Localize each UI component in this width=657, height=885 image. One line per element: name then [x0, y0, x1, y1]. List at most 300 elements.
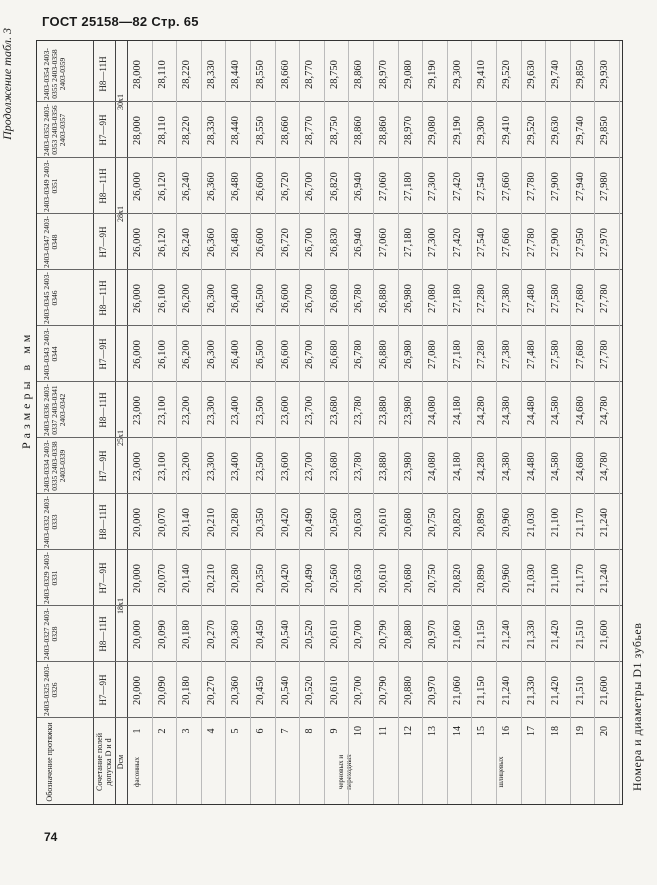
table-cell: 21,240 — [599, 564, 611, 593]
table-cell: 24,580 — [550, 452, 562, 481]
table-cell: 20,520 — [304, 676, 316, 705]
table-cell: 27,420 — [451, 228, 463, 257]
table-cell: 28,440 — [230, 60, 242, 89]
table-cell: 29,630 — [550, 116, 562, 145]
table-cell: 23,000 — [132, 396, 143, 425]
table-cell: 27,980 — [599, 172, 611, 201]
table-cell: 27,780 — [525, 172, 537, 201]
table-cell: 29,850 — [574, 60, 586, 89]
table-cell: 27,420 — [451, 172, 463, 201]
column-group: 28х1 — [116, 206, 125, 222]
table-row — [570, 41, 596, 804]
table-cell: 23,600 — [279, 452, 291, 481]
table-cell: 20,000 — [132, 564, 143, 593]
table-cell: 21,060 — [451, 676, 463, 705]
table-cell: 28,110 — [156, 60, 168, 89]
table-cell: 20,270 — [205, 676, 217, 705]
table-cell: 28,550 — [255, 60, 266, 89]
table-row — [496, 41, 522, 804]
tooth-number: 7 — [279, 728, 291, 734]
table-cell: 21,170 — [574, 508, 586, 537]
table-cell: 20,280 — [230, 564, 242, 593]
table-cell: 26,360 — [205, 172, 217, 201]
table-cell: 26,680 — [328, 284, 340, 313]
table-cell: 27,660 — [501, 172, 512, 201]
table-cell: 20,140 — [181, 508, 193, 537]
table-cell: 29,080 — [402, 60, 414, 89]
page-number: 74 — [44, 830, 58, 844]
table-cell: 28,220 — [181, 60, 193, 89]
table-row — [398, 41, 424, 804]
table-cell: 20,180 — [181, 676, 193, 705]
column-fit: Н7—9Н — [98, 674, 108, 706]
table-cell: 27,280 — [476, 340, 488, 369]
tooth-number: 6 — [255, 728, 266, 734]
table-cell: 26,400 — [230, 284, 242, 313]
finishing-label: фасонных — [133, 757, 141, 787]
tooth-number: 3 — [181, 728, 193, 734]
table-cell: 20,070 — [156, 564, 168, 593]
table-cell: 23,400 — [230, 396, 242, 425]
tooth-number: 10 — [353, 726, 365, 736]
table-cell: 27,540 — [476, 172, 488, 201]
table-cell: 20,490 — [304, 564, 316, 593]
table-cell: 24,780 — [599, 396, 611, 425]
table-cell: 26,360 — [205, 228, 217, 257]
column-codes: 2403-0345 2403-0346 — [42, 272, 59, 324]
table-cell: 26,880 — [378, 284, 389, 313]
table-cell: 27,900 — [550, 172, 562, 201]
table-cell: 29,520 — [501, 60, 512, 89]
table-row — [127, 41, 153, 804]
table-cell: 26,600 — [279, 340, 291, 369]
table-cell: 23,700 — [304, 396, 316, 425]
column-codes: 2403-0347 2403-0348 — [42, 216, 59, 268]
table-cell: 23,980 — [402, 396, 414, 425]
column-group: 18х1 — [116, 598, 125, 614]
table-cell: 23,400 — [230, 452, 242, 481]
table-cell: 26,500 — [255, 340, 266, 369]
table-cell: 20,350 — [255, 564, 266, 593]
fields-label: Сочетание полей допуска D и d — [95, 733, 113, 791]
table-cell: 21,240 — [599, 508, 611, 537]
table-cell: 21,600 — [599, 676, 611, 705]
tooth-number: 12 — [402, 726, 414, 736]
table-cell: 23,980 — [402, 452, 414, 481]
table-cell: 24,180 — [451, 452, 463, 481]
table-cell: 20,070 — [156, 508, 168, 537]
table-cell: 20,280 — [230, 508, 242, 537]
table-row — [324, 41, 350, 804]
table-row — [447, 41, 473, 804]
table-cell: 20,960 — [501, 508, 512, 537]
table-cell: 27,300 — [427, 172, 439, 201]
table-cell: 20,350 — [255, 508, 266, 537]
table-cell: 20,360 — [230, 676, 242, 705]
table-cell: 23,680 — [328, 452, 340, 481]
table-cell: 26,500 — [255, 284, 266, 313]
table-cell: 23,300 — [205, 452, 217, 481]
tooth-number: 13 — [427, 726, 439, 736]
table-cell: 29,300 — [451, 60, 463, 89]
table-cell: 27,970 — [599, 228, 611, 257]
table-cell: 24,380 — [501, 452, 512, 481]
sizing-label: шлицевых — [497, 756, 505, 788]
table-cell: 21,030 — [525, 508, 537, 537]
table-cell: 28,550 — [255, 116, 266, 145]
tooth-number: 8 — [304, 728, 316, 734]
table-cell: 28,970 — [402, 116, 414, 145]
table-cell: 20,970 — [427, 620, 439, 649]
table-cell: 26,000 — [132, 340, 143, 369]
table-cell: 29,190 — [451, 116, 463, 145]
table-cell: 21,510 — [574, 620, 586, 649]
table-cell: 26,700 — [304, 172, 316, 201]
table-cell: 26,720 — [279, 172, 291, 201]
table-cell: 20,210 — [205, 564, 217, 593]
column-fit: Н7—9Н — [98, 562, 108, 594]
table-row — [373, 41, 399, 804]
table-cell: 26,600 — [255, 228, 266, 257]
tooth-number: 9 — [328, 728, 340, 734]
table-row — [152, 41, 178, 804]
table-cell: 26,100 — [156, 284, 168, 313]
roughing-label: черновых и переходных — [337, 754, 353, 790]
column-group: 30х1 — [116, 94, 125, 110]
table-cell: 20,680 — [402, 564, 414, 593]
table-row — [299, 41, 325, 804]
tooth-number: 19 — [574, 726, 586, 736]
table-cell: 27,280 — [476, 284, 488, 313]
table-cell: 21,060 — [451, 620, 463, 649]
table-cell: 26,880 — [378, 340, 389, 369]
tooth-number: 16 — [501, 726, 512, 736]
table-cell: 26,940 — [353, 228, 365, 257]
table-cell: 29,410 — [476, 60, 488, 89]
table-cell: 20,890 — [476, 508, 488, 537]
table-cell: 27,780 — [599, 284, 611, 313]
table-cell: 27,480 — [525, 340, 537, 369]
table-cell: 26,780 — [353, 284, 365, 313]
column-codes: 2403-0352 2403-0353 2403-0356 2403-0357 — [42, 104, 67, 156]
table-cell: 20,610 — [328, 620, 340, 649]
table-cell: 26,200 — [181, 284, 193, 313]
table-cell: 27,580 — [550, 340, 562, 369]
table-cell: 27,380 — [501, 284, 512, 313]
column-codes: 2403-0336 2403-0337 2403-0341 2403-0342 — [42, 384, 67, 436]
table-cell: 29,300 — [476, 116, 488, 145]
table-cell: 28,860 — [353, 60, 365, 89]
column-codes: 2403-0343 2403-0344 — [42, 328, 59, 380]
table-cell: 20,210 — [205, 508, 217, 537]
table-cell: 26,000 — [132, 172, 143, 201]
table-cell: 26,820 — [328, 172, 340, 201]
table-cell: 21,240 — [501, 676, 512, 705]
table-cell: 24,380 — [501, 396, 512, 425]
table-cell: 20,420 — [279, 564, 291, 593]
table-cell: 28,220 — [181, 116, 193, 145]
table-row — [176, 41, 202, 804]
table-cell: 27,380 — [501, 340, 512, 369]
table-cell: 27,540 — [476, 228, 488, 257]
table-cell: 28,000 — [132, 116, 143, 145]
table-cell: 21,600 — [599, 620, 611, 649]
table-cell: 24,080 — [427, 452, 439, 481]
table-cell: 20,970 — [427, 676, 439, 705]
table-cell: 27,780 — [525, 228, 537, 257]
table-cell: 21,330 — [525, 676, 537, 705]
table-cell: 29,740 — [574, 116, 586, 145]
table-cell: 27,680 — [574, 284, 586, 313]
table-cell: 28,000 — [132, 60, 143, 89]
table-cell: 27,300 — [427, 228, 439, 257]
table-cell: 26,240 — [181, 228, 193, 257]
table-cell: 20,750 — [427, 508, 439, 537]
table-cell: 28,970 — [378, 60, 389, 89]
table-cell: 26,830 — [328, 228, 340, 257]
table-cell: 26,680 — [328, 340, 340, 369]
table-cell: 29,630 — [525, 60, 537, 89]
table-cell: 28,860 — [353, 116, 365, 145]
table-cell: 20,880 — [402, 676, 414, 705]
table-row — [471, 41, 497, 804]
table-cell: 21,100 — [550, 508, 562, 537]
table-cell: 27,780 — [599, 340, 611, 369]
side-label: Номера и диаметры D1 зубьев — [630, 622, 644, 791]
table-cell: 21,240 — [501, 620, 512, 649]
table-cell: 23,780 — [353, 396, 365, 425]
table-cell: 20,450 — [255, 676, 266, 705]
column-codes: 2403-0332 2403-0333 — [42, 496, 59, 548]
table-row — [225, 41, 251, 804]
table-cell: 23,680 — [328, 396, 340, 425]
tooth-number: 11 — [378, 726, 389, 736]
table-cell: 23,880 — [378, 396, 389, 425]
table-cell: 20,680 — [402, 508, 414, 537]
column-codes: 2403-0325 2403-0326 — [42, 664, 59, 716]
table-cell: 20,090 — [156, 620, 168, 649]
table-cell: 23,500 — [255, 452, 266, 481]
table-cell: 26,600 — [279, 284, 291, 313]
tooth-number: 20 — [599, 726, 611, 736]
table-cell: 20,560 — [328, 508, 340, 537]
table-cell: 20,000 — [132, 508, 143, 537]
table-cell: 26,000 — [132, 228, 143, 257]
table-cell: 29,930 — [599, 60, 611, 89]
table-cell: 20,610 — [328, 676, 340, 705]
table-cell: 20,270 — [205, 620, 217, 649]
table-cell: 27,660 — [501, 228, 512, 257]
table-cell: 20,540 — [279, 676, 291, 705]
column-fit: Н8—11Н — [98, 616, 108, 652]
table-cell: 26,940 — [353, 172, 365, 201]
column-fit: Н8—11Н — [98, 392, 108, 428]
table-cell: 21,170 — [574, 564, 586, 593]
column-codes: 2403-0327 2403-0328 — [42, 608, 59, 660]
table-cell: 28,770 — [304, 60, 316, 89]
table-cell: 27,900 — [550, 228, 562, 257]
tooth-number: 5 — [230, 728, 242, 734]
dimensions-table — [36, 40, 623, 805]
table-cell: 24,580 — [550, 396, 562, 425]
table-cell: 27,580 — [550, 284, 562, 313]
table-cell: 26,780 — [353, 340, 365, 369]
column-fit: Н8—11Н — [98, 168, 108, 204]
table-cell: 20,960 — [501, 564, 512, 593]
table-cell: 23,100 — [156, 452, 168, 481]
designation-label: Обозначение протяжки — [45, 722, 54, 802]
table-cell: 20,000 — [132, 676, 143, 705]
table-cell: 27,940 — [574, 172, 586, 201]
table-cell: 29,190 — [427, 60, 439, 89]
table-cell: 20,790 — [378, 676, 389, 705]
table-cell: 20,610 — [378, 564, 389, 593]
table-cell: 24,480 — [525, 452, 537, 481]
table-cell: 20,630 — [353, 564, 365, 593]
table-cell: 21,030 — [525, 564, 537, 593]
table-cell: 28,750 — [328, 60, 340, 89]
table-cell: 20,360 — [230, 620, 242, 649]
column-fit: Н7—9Н — [98, 450, 108, 482]
table-cell: 24,180 — [451, 396, 463, 425]
table-cell: 28,110 — [156, 116, 168, 145]
table-cell: 28,660 — [279, 60, 291, 89]
table-cell: 20,420 — [279, 508, 291, 537]
table-cell: 29,410 — [501, 116, 512, 145]
table-cell: 26,700 — [304, 284, 316, 313]
table-row — [275, 41, 301, 804]
column-group: 25х1 — [116, 430, 125, 446]
table-cell: 28,660 — [279, 116, 291, 145]
table-row — [422, 41, 448, 804]
column-fit: Н8—11Н — [98, 280, 108, 316]
tooth-number: 15 — [476, 726, 488, 736]
table-cell: 23,200 — [181, 396, 193, 425]
table-cell: 28,440 — [230, 116, 242, 145]
continuation-label: Продолжение табл. 3 — [0, 28, 14, 140]
column-fit: Н7—9Н — [98, 114, 108, 146]
table-cell: 20,700 — [353, 676, 365, 705]
column-codes: 2403-0329 2403-0331 — [42, 552, 59, 604]
table-cell: 20,000 — [132, 620, 143, 649]
table-row — [545, 41, 571, 804]
table-cell: 24,680 — [574, 452, 586, 481]
table-cell: 20,750 — [427, 564, 439, 593]
table-cell: 28,750 — [328, 116, 340, 145]
table-cell: 20,820 — [451, 508, 463, 537]
table-cell: 27,680 — [574, 340, 586, 369]
table-cell: 26,400 — [230, 340, 242, 369]
table-cell: 26,720 — [279, 228, 291, 257]
table-cell: 29,080 — [427, 116, 439, 145]
table-cell: 28,330 — [205, 116, 217, 145]
column-codes: 2403-0334 2403-0335 2403-0338 2403-0339 — [42, 440, 67, 492]
table-cell: 20,520 — [304, 620, 316, 649]
table-cell: 26,980 — [402, 340, 414, 369]
table-cell: 23,700 — [304, 452, 316, 481]
table-cell: 26,600 — [255, 172, 266, 201]
table-cell: 20,790 — [378, 620, 389, 649]
tooth-number: 1 — [132, 728, 143, 734]
table-cell: 26,480 — [230, 172, 242, 201]
table-cell: 21,420 — [550, 620, 562, 649]
table-cell: 28,770 — [304, 116, 316, 145]
table-cell: 27,180 — [402, 172, 414, 201]
table-cell: 21,150 — [476, 676, 488, 705]
table-cell: 20,490 — [304, 508, 316, 537]
table-cell: 20,090 — [156, 676, 168, 705]
table-cell: 20,890 — [476, 564, 488, 593]
table-cell: 23,000 — [132, 452, 143, 481]
table-cell: 23,100 — [156, 396, 168, 425]
table-cell: 29,740 — [550, 60, 562, 89]
column-fit: Н7—9Н — [98, 338, 108, 370]
table-cell: 23,600 — [279, 396, 291, 425]
tooth-number: 14 — [451, 726, 463, 736]
table-cell: 27,180 — [451, 340, 463, 369]
table-cell: 26,480 — [230, 228, 242, 257]
tooth-number: 2 — [156, 728, 168, 734]
table-cell: 29,520 — [525, 116, 537, 145]
table-cell: 21,420 — [550, 676, 562, 705]
tooth-number: 17 — [525, 726, 537, 736]
table-cell: 26,300 — [205, 340, 217, 369]
column-fit: Н8—11Н — [98, 504, 108, 540]
table-cell: 26,980 — [402, 284, 414, 313]
table-cell: 27,060 — [378, 172, 389, 201]
table-cell: 24,680 — [574, 396, 586, 425]
table-cell: 27,950 — [574, 228, 586, 257]
table-cell: 26,700 — [304, 228, 316, 257]
column-codes: 2403-0354 2403-0355 2403-0358 2403-0359 — [42, 48, 67, 100]
table-cell: 27,060 — [378, 228, 389, 257]
table-row — [594, 41, 620, 804]
table-cell: 23,500 — [255, 396, 266, 425]
table-row — [201, 41, 227, 804]
table-row — [250, 41, 276, 804]
table-cell: 20,700 — [353, 620, 365, 649]
table-cell: 20,540 — [279, 620, 291, 649]
table-cell: 26,700 — [304, 340, 316, 369]
table-cell: 28,860 — [378, 116, 389, 145]
table-cell: 24,280 — [476, 452, 488, 481]
table-cell: 20,610 — [378, 508, 389, 537]
column-fit: Н7—9Н — [98, 226, 108, 258]
tooth-number: 4 — [205, 728, 217, 734]
table-cell: 29,850 — [599, 116, 611, 145]
page-header: ГОСТ 25158—82 Стр. 65 — [42, 14, 199, 29]
table-cell: 26,240 — [181, 172, 193, 201]
table-cell: 23,780 — [353, 452, 365, 481]
table-cell: 27,180 — [402, 228, 414, 257]
table-cell: 23,200 — [181, 452, 193, 481]
table-cell: 26,120 — [156, 172, 168, 201]
table-cell: 26,100 — [156, 340, 168, 369]
table-cell: 27,480 — [525, 284, 537, 313]
group-label: Dсм — [116, 754, 125, 770]
table-cell: 26,200 — [181, 340, 193, 369]
table-cell: 26,300 — [205, 284, 217, 313]
table-cell: 20,450 — [255, 620, 266, 649]
table-row — [521, 41, 547, 804]
table-cell: 28,330 — [205, 60, 217, 89]
column-codes: 2403-0349 2403-0351 — [42, 160, 59, 212]
table-cell: 21,100 — [550, 564, 562, 593]
table-cell: 24,780 — [599, 452, 611, 481]
table-cell: 20,630 — [353, 508, 365, 537]
table-cell: 20,180 — [181, 620, 193, 649]
table-cell: 27,080 — [427, 340, 439, 369]
